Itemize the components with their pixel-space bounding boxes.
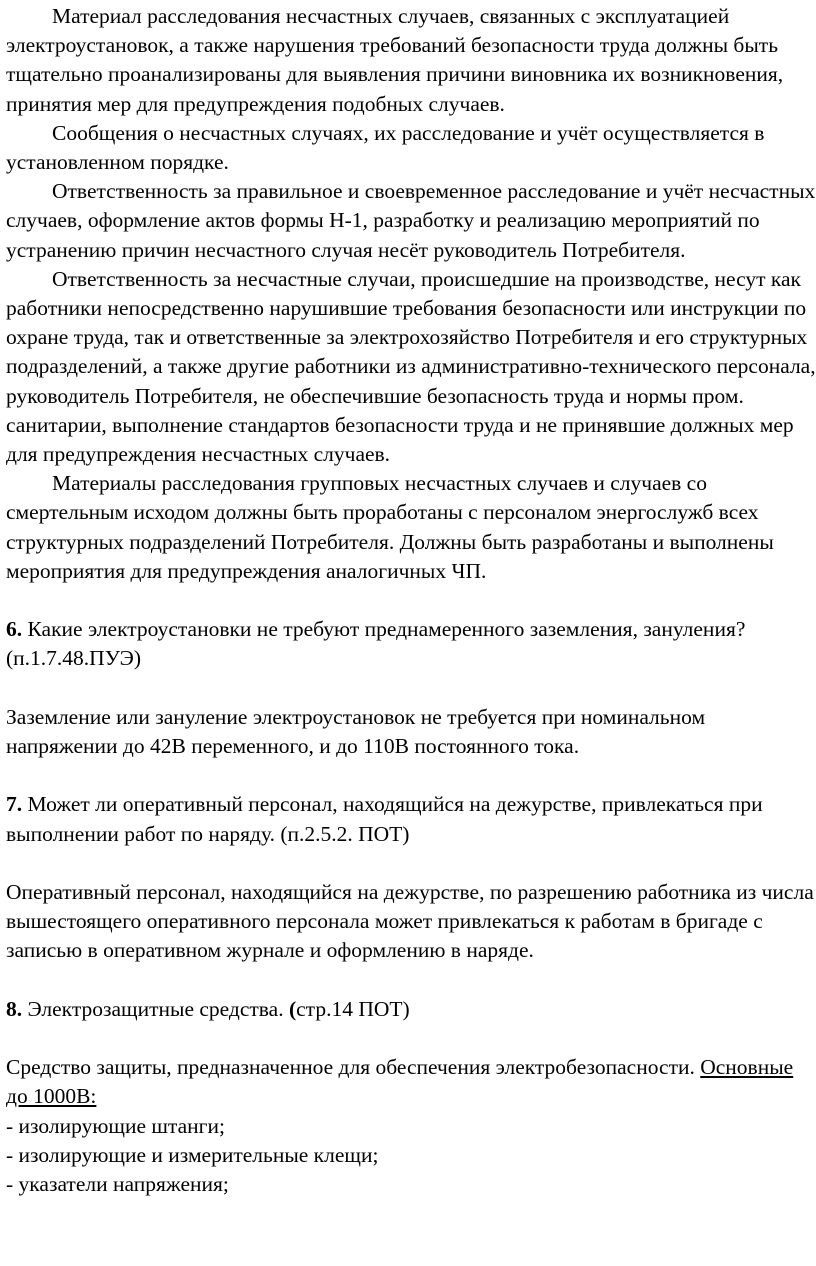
question-8-ref: стр.14 ПОТ) bbox=[296, 996, 410, 1021]
question-6-text: Какие электроустановки не требуют преднамеренного заземления, зануления? (п.1.7.48.ПУЭ) bbox=[6, 617, 746, 671]
answer-8 bbox=[6, 1053, 816, 1111]
paragraph-group-accidents: Материалы расследования групповых несчастных случаев и случаев со смертельным исходом должны быть проработаны с персоналом энергослужб всех структурных подразделений Потребителя. Должны быть разработаны и выполнены мероприятия для предупреждения аналогичных ЧП. bbox=[6, 471, 774, 583]
paragraph-responsibility-accidents: Ответственность за несчастные случаи, происшедшие на производстве, несут как работники непосредственно нарушившие требования безопасности или инструкции по охране труда, так и ответственные за электрохозяйство Потребителя и его структурных подразделений, а также другие работники из административно-технического персонала, руководитель Потребителя, не обеспечившие безопасность труда и нормы пром. санитарии, выполнение стандартов безопасности труда и не принявшие должных мер для предупреждения несчастных случаев. bbox=[6, 266, 816, 467]
list-item: - изолирующие и измерительные клещи; bbox=[6, 1142, 379, 1167]
question-6 bbox=[6, 615, 816, 673]
paragraph-investigation-materials: Материал расследования несчастных случаев, связанных с эксплуатацией электроустановок, а также нарушения требований безопасности труда должны быть тщательно проанализированы для выявления причини виновника их возникновения, принятия мер для предупреждения подобных случаев. bbox=[6, 4, 784, 116]
list-item: - изолирующие штанги; bbox=[6, 1113, 225, 1138]
answer-6: Заземление или зануление электроустановок не требуется при номинальном напряжении до 42В переменного, и до 110В постоянного тока. bbox=[6, 704, 706, 759]
question-7-text: Может ли оперативный персонал, находящийся на дежурстве, привлекаться при выполнении работ по наряду. (п.2.5.2. ПОТ) bbox=[6, 792, 763, 846]
question-8 bbox=[6, 995, 816, 1024]
question-8-paren: ( bbox=[288, 996, 297, 1021]
question-8-text: Электрозащитные средства. bbox=[22, 996, 289, 1021]
question-6-number: 6. bbox=[6, 617, 23, 642]
answer-8-heading: Основные до 1000В: bbox=[6, 1055, 794, 1109]
question-8-number: 8. bbox=[6, 996, 23, 1021]
paragraph-reports: Сообщения о несчастных случаях, их расследование и учёт осуществляется в установленном порядке. bbox=[6, 120, 765, 175]
spacer bbox=[6, 1024, 816, 1053]
spacer bbox=[6, 966, 816, 995]
list-item: - указатели напряжения; bbox=[6, 1172, 229, 1197]
question-7-number: 7. bbox=[6, 792, 23, 817]
paragraph-responsibility-investigation: Ответственность за правильное и своевременное расследование и учёт несчастных случаев, оформление актов формы Н-1, разработку и реализацию мероприятий по устранению причин несчастного случая несёт руководитель Потребителя. bbox=[6, 179, 816, 262]
answer-8-intro: Средство защиты, предназначенное для обеспечения электробезопасности. bbox=[6, 1055, 701, 1080]
question-7 bbox=[6, 790, 816, 848]
spacer bbox=[6, 586, 816, 615]
spacer bbox=[6, 674, 816, 703]
answer-7: Оперативный персонал, находящийся на дежурстве, по разрешению работника из числа вышестоящего оперативного персонала может привлекаться к работам в бригаде с записью в оперативном журнале и оформлению в наряде. bbox=[6, 880, 814, 963]
spacer bbox=[6, 849, 816, 878]
spacer bbox=[6, 761, 816, 790]
